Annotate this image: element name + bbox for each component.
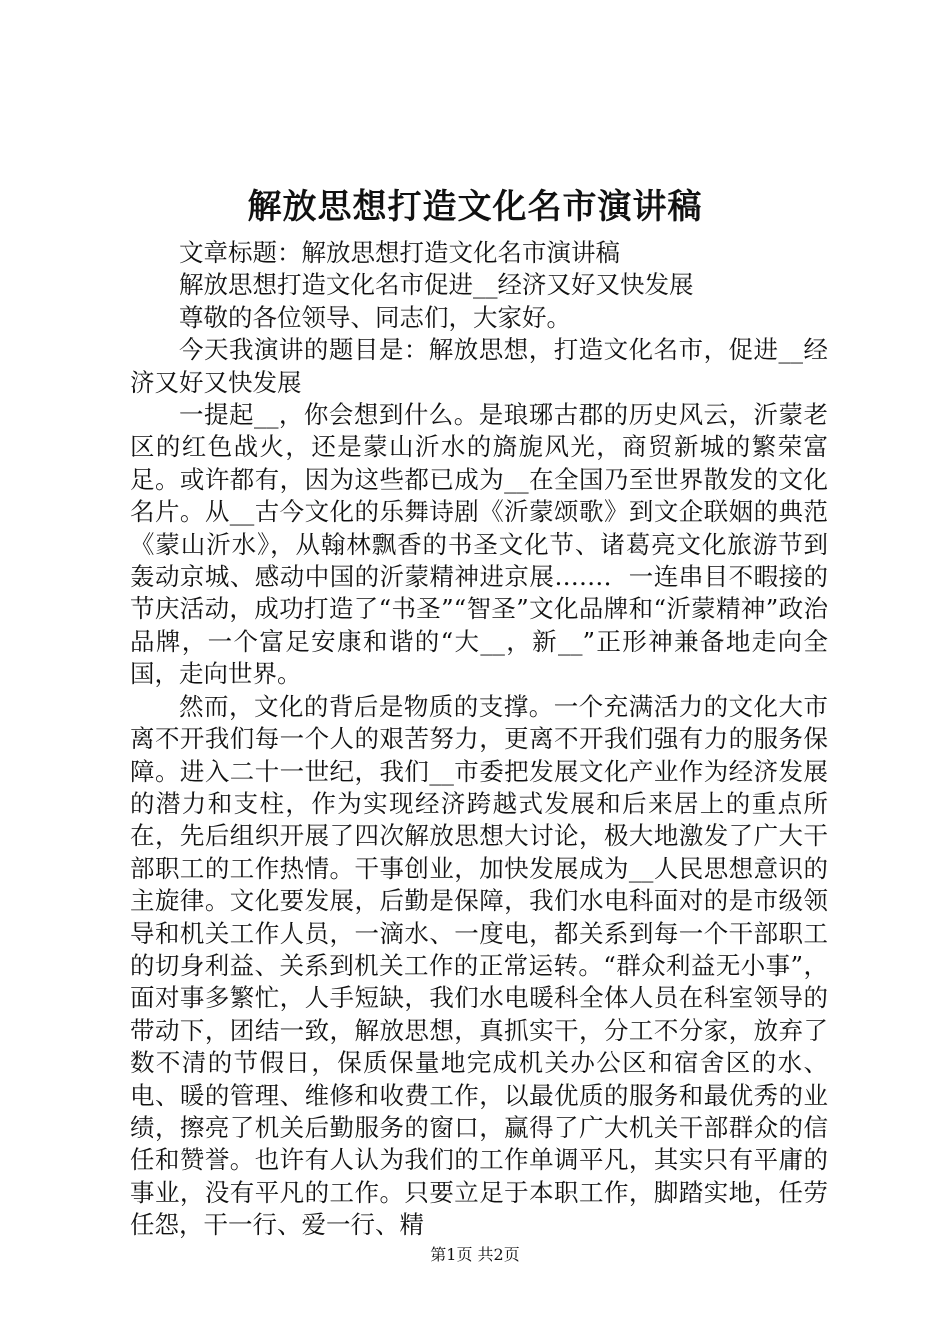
paragraph-greeting: 尊敬的各位领导、同志们，大家好。 — [179, 302, 571, 332]
paragraph-subtitle: 解放思想打造文化名市促进__经济又好又快发展 — [179, 270, 694, 300]
paragraph-culture: 一提起__，你会想到什么。是琅琊古郡的历史风云，沂蒙老区的红色战火，还是蒙山沂水的旖旎风光，商贸新城的繁荣富足。或许都有，因为这些都已成为__在全国乃至世界散发的文化名片。从__古今文化的乐舞诗剧《沂蒙颂歌》到文企联姻的典范《蒙山沂水》，从翰林飘香的书圣文化节、诸葛亮文化旅游节到轰动京城、感动中国的沂蒙精神进京展……．一连串目不暇接的节庆活动，成功打造了“书圣”“智圣”文化品牌和“沂蒙精神”政治品牌，一个富足安康和谐的“大__，新__”正形神兼备地走向全国，走向世界。 — [130, 400, 828, 689]
paragraph-article-title: 文章标题：解放思想打造文化名市演讲稿 — [179, 238, 620, 267]
document-body — [130, 237, 828, 1242]
page-footer: 第1页 共2页 — [430, 1245, 520, 1264]
document-title: 解放思想打造文化名市演讲稿 — [247, 187, 703, 227]
paragraph-service: 然而，文化的背后是物质的支撑。一个充满活力的文化大市离不开我们每一个人的艰苦努力，更离不开我们强有力的服务保障。进入二十一世纪，我们__市委把发展文化产业作为经济发展的潜力和支柱，作为实现经济跨越式发展和后来居上的重点所在，先后组织开展了四次解放思想大讨论，极大地激发了广大干部职工的工作热情。干事创业，加快发展成为__人民思想意识的主旋律。文化要发展，后勤是保障，我们水电科面对的是市级领导和机关工作人员，一滴水、一度电，都关系到每一个干部职工的切身利益、关系到机关工作的正常运转。“群众利益无小事”，面对事多繁忙，人手短缺，我们水电暖科全体人员在科室领导的带动下，团结一致，解放思想，真抓实干，分工不分家，放弃了数不清的节假日，保质保量地完成机关办公区和宿舍区的水、电、暖的管理、维修和收费工作，以最优质的服务和最优秀的业绩，擦亮了机关后勤服务的窗口，赢得了广大机关干部群众的信任和赞誉。也许有人认为我们的工作单调平凡，其实只有平庸的事业，没有平凡的工作。只要立足于本职工作，脚踏实地，任劳任怨，干一行、爱一行、精 — [130, 691, 828, 1240]
paragraph-topic: 今天我演讲的题目是：解放思想，打造文化名市，促进__经济又好又快发展 — [130, 335, 828, 397]
